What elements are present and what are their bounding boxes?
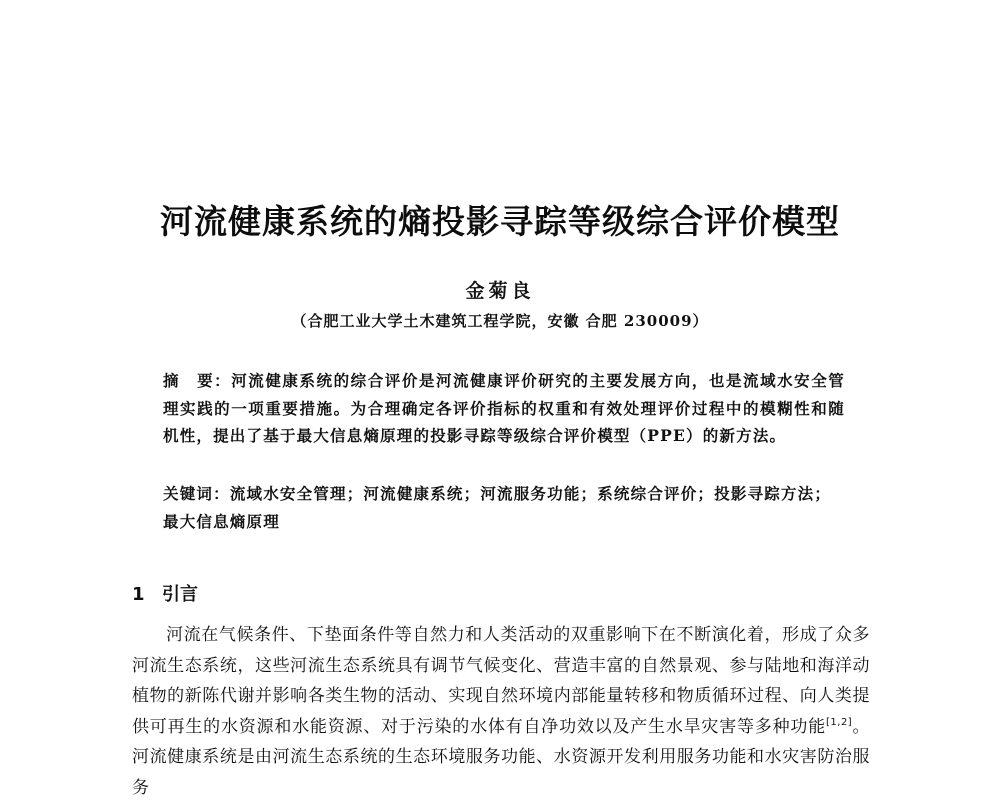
abstract-label: 摘 要： <box>163 372 232 390</box>
section-title: 引言 <box>162 584 198 605</box>
body-paragraph <box>132 620 870 803</box>
keywords <box>163 480 845 535</box>
section-number: 1 <box>132 584 145 605</box>
abstract <box>163 367 845 449</box>
body-text-after-citation: 。河流健康系统是由河流生态系统的生态环境服务功能、水资源开发利用服务功能和水灾害防治服务 <box>132 716 871 798</box>
section-heading <box>132 580 198 606</box>
author-name: 金菊良 <box>465 280 535 302</box>
citation-reference[interactable]: [1,2] <box>826 716 853 728</box>
abstract-text: 河流健康系统的综合评价是河流健康评价研究的主要发展方向，也是流域水安全管理实践的一项重要措施。为合理确定各评价指标的权重和有效处理评价过程中的模糊性和随机性，提出了基于最大信息熵原理的投影寻踪等级综合评价模型（PPE）的新方法。 <box>163 371 846 445</box>
keywords-label: 关键词： <box>163 485 230 503</box>
keywords-text: 流域水安全管理；河流健康系统；河流服务功能；系统综合评价；投影寻踪方法；最大信息熵原理 <box>163 484 832 531</box>
body-text-before-citation: 河流在气候条件、下垫面条件等自然力和人类活动的双重影响下在不断演化着，形成了众多河流生态系统，这些河流生态系统具有调节气候变化、营造丰富的自然景观、参与陆地和海洋动植物的新陈代谢并影响各类生物的活动、实现自然环境内部能量转移和物质循环过程、向人类提供可再生的水资源和水能资源、对于污染的水体有自净功效以及产生水旱灾害等多种功能 <box>132 625 870 737</box>
author-affiliation: （合肥工业大学土木建筑工程学院，安徽 合肥 230009） <box>291 312 709 330</box>
paper-title: 河流健康系统的熵投影寻踪等级综合评价模型 <box>160 202 840 241</box>
